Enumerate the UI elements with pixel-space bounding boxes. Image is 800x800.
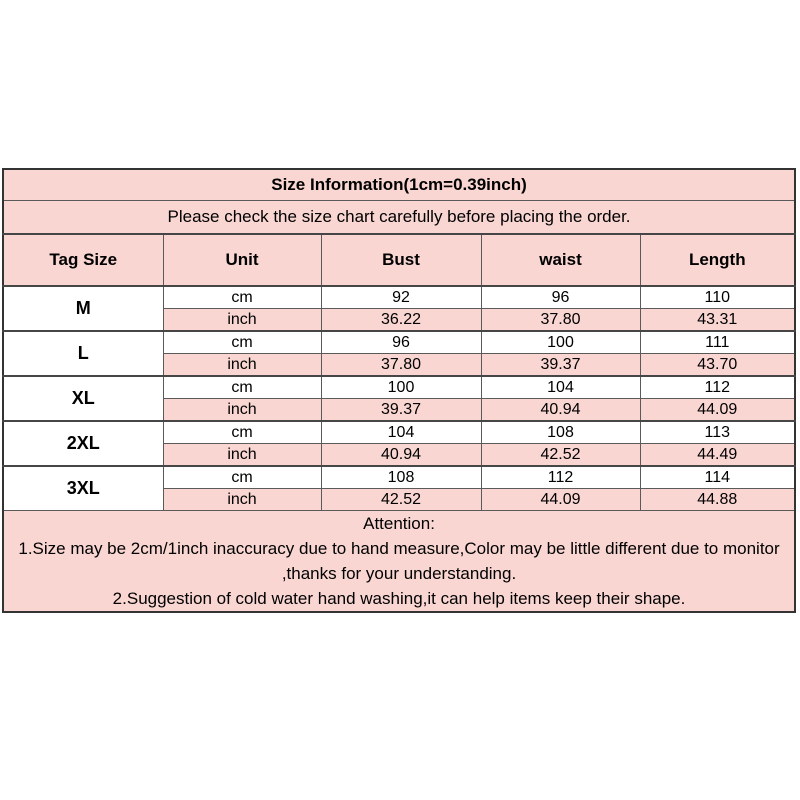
length-value: 44.09 bbox=[640, 399, 795, 422]
column-header-row bbox=[3, 234, 795, 286]
attention-line: Attention: bbox=[363, 514, 435, 533]
unit-label: inch bbox=[163, 399, 321, 422]
column-header-length: Length bbox=[640, 234, 795, 286]
waist-value: 100 bbox=[481, 331, 640, 354]
attention-note bbox=[3, 511, 795, 613]
length-value: 112 bbox=[640, 376, 795, 399]
waist-value: 104 bbox=[481, 376, 640, 399]
length-value: 114 bbox=[640, 466, 795, 489]
tag-size-value: M bbox=[3, 286, 163, 331]
waist-value: 37.80 bbox=[481, 309, 640, 332]
length-value: 113 bbox=[640, 421, 795, 444]
length-value: 43.70 bbox=[640, 354, 795, 377]
unit-label: cm bbox=[163, 421, 321, 444]
unit-label: cm bbox=[163, 466, 321, 489]
waist-value: 96 bbox=[481, 286, 640, 309]
size-row-3xl-cm bbox=[3, 466, 795, 489]
notice-row bbox=[3, 201, 795, 235]
bust-value: 40.94 bbox=[321, 444, 481, 467]
length-value: 43.31 bbox=[640, 309, 795, 332]
table-notice: Please check the size chart carefully before placing the order. bbox=[3, 201, 795, 235]
size-chart-table bbox=[2, 168, 796, 613]
length-value: 111 bbox=[640, 331, 795, 354]
table-title: Size Information(1cm=0.39inch) bbox=[3, 169, 795, 201]
attention-line: 2.Suggestion of cold water hand washing,it can help items keep their shape. bbox=[112, 589, 686, 608]
bust-value: 39.37 bbox=[321, 399, 481, 422]
waist-value: 44.09 bbox=[481, 489, 640, 511]
length-value: 44.49 bbox=[640, 444, 795, 467]
tag-size-value: 3XL bbox=[3, 466, 163, 511]
column-header-tag-size: Tag Size bbox=[3, 234, 163, 286]
size-row-m-cm bbox=[3, 286, 795, 309]
unit-label: cm bbox=[163, 286, 321, 309]
unit-label: inch bbox=[163, 489, 321, 511]
tag-size-value: L bbox=[3, 331, 163, 376]
tag-size-value: XL bbox=[3, 376, 163, 421]
bust-value: 37.80 bbox=[321, 354, 481, 377]
column-header-unit: Unit bbox=[163, 234, 321, 286]
length-value: 110 bbox=[640, 286, 795, 309]
title-row bbox=[3, 169, 795, 201]
attention-line: 1.Size may be 2cm/1inch inaccuracy due to hand measure,Color may be little different due to monitor bbox=[18, 539, 780, 558]
bust-value: 92 bbox=[321, 286, 481, 309]
bust-value: 104 bbox=[321, 421, 481, 444]
size-row-xl-cm bbox=[3, 376, 795, 399]
length-value: 44.88 bbox=[640, 489, 795, 511]
size-row-l-cm bbox=[3, 331, 795, 354]
unit-label: inch bbox=[163, 354, 321, 377]
waist-value: 40.94 bbox=[481, 399, 640, 422]
attention-row bbox=[3, 511, 795, 613]
waist-value: 112 bbox=[481, 466, 640, 489]
size-row-2xl-cm bbox=[3, 421, 795, 444]
waist-value: 39.37 bbox=[481, 354, 640, 377]
bust-value: 42.52 bbox=[321, 489, 481, 511]
bust-value: 96 bbox=[321, 331, 481, 354]
waist-value: 42.52 bbox=[481, 444, 640, 467]
waist-value: 108 bbox=[481, 421, 640, 444]
unit-label: inch bbox=[163, 444, 321, 467]
bust-value: 36.22 bbox=[321, 309, 481, 332]
bust-value: 108 bbox=[321, 466, 481, 489]
column-header-waist: waist bbox=[481, 234, 640, 286]
unit-label: cm bbox=[163, 331, 321, 354]
tag-size-value: 2XL bbox=[3, 421, 163, 466]
column-header-bust: Bust bbox=[321, 234, 481, 286]
bust-value: 100 bbox=[321, 376, 481, 399]
attention-line: ,thanks for your understanding. bbox=[281, 564, 517, 583]
unit-label: inch bbox=[163, 309, 321, 332]
unit-label: cm bbox=[163, 376, 321, 399]
